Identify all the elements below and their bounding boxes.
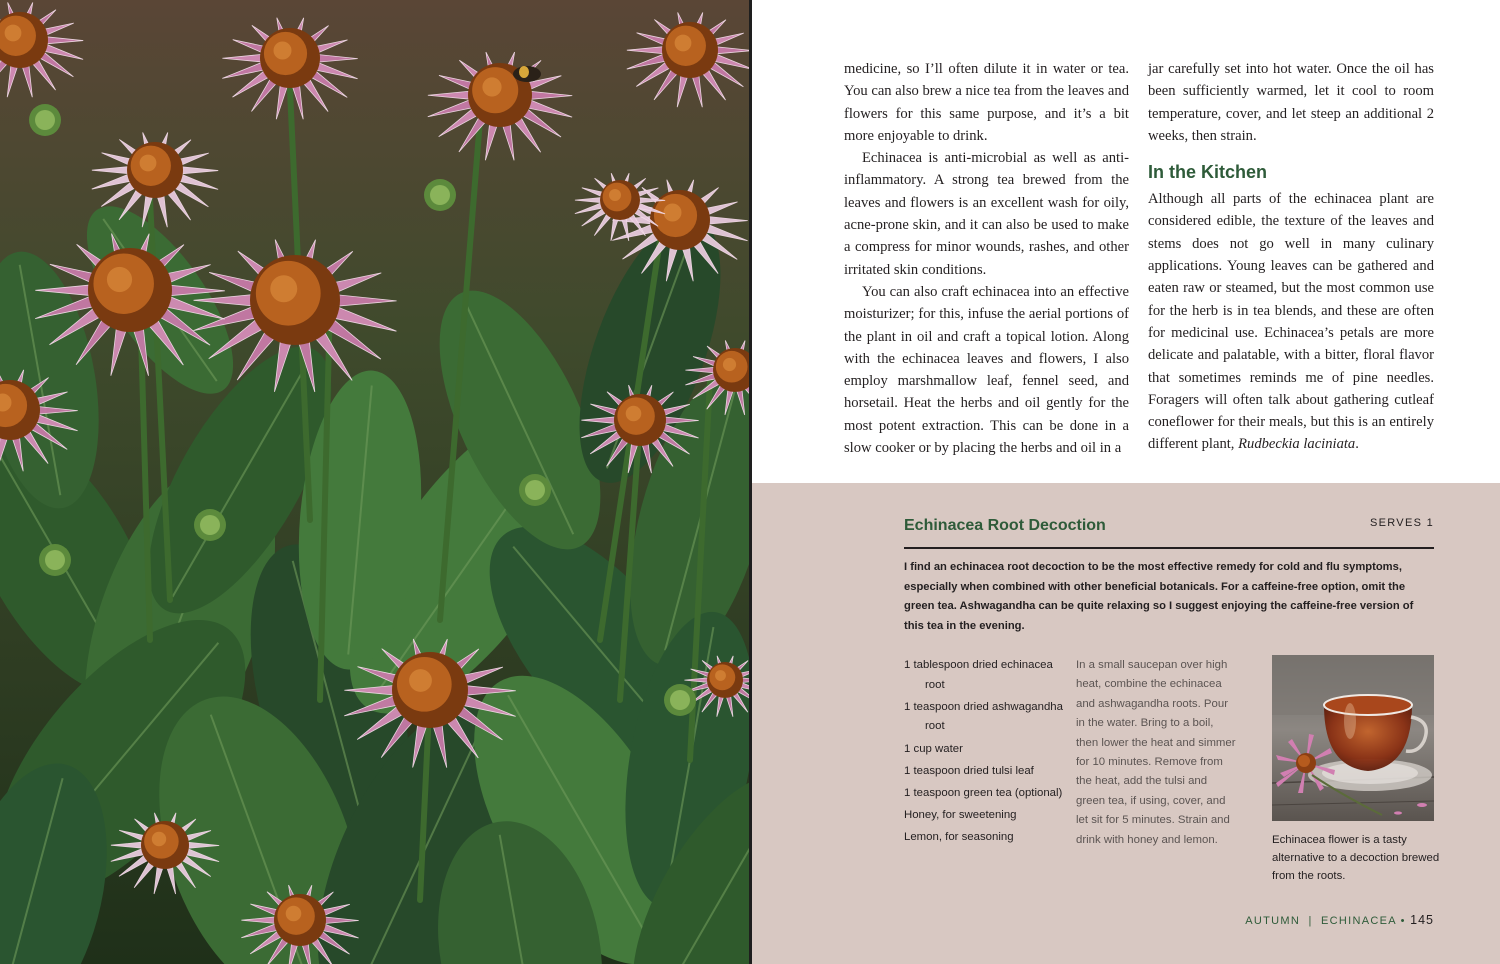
section-heading: In the Kitchen [1148, 162, 1268, 183]
footer-chapter: ECHINACEA [1320, 915, 1397, 927]
recipe-divider [904, 547, 1434, 549]
footer-bullet: • [1400, 915, 1406, 927]
tea-cup-illustration [1272, 655, 1434, 821]
footer-separator: | [1308, 915, 1313, 927]
tea-cup-photo [1272, 655, 1434, 821]
body-column-right [1148, 58, 1434, 456]
body-paragraph: medicine, so I’ll often dilute it in water or tea. You can also brew a nice tea from the leaves and flowers for this same purpose, and it’s a bit more enjoyable to drink. [844, 61, 1129, 144]
kitchen-paragraph [1148, 188, 1434, 456]
recipe-title: Echinacea Root Decoction [904, 517, 1106, 534]
kitchen-end: . [1355, 436, 1359, 453]
recipe-intro: I find an echinacea root decoction to be the most effective remedy for cold and flu symptoms, especially when combined with other beneficial botanicals. For a caffeine-free option, omit the green tea. Ashwagandha can be quite relaxing so I suggest enjoying the caffeine-free version of this tea in the evening. [904, 561, 1414, 632]
body-paragraph: Echinacea is anti-microbial as well as anti-inflammatory. A strong tea brewed from the leaves and flowers is an excellent wash for oily, acne-prone skin, and it can also be used to make a compress for minor wounds, rashes, and other irritated skin conditions. [844, 150, 1129, 278]
ingredient-item: Lemon, for seasoning [904, 831, 1014, 844]
ingredient-item: Honey, for sweetening [904, 809, 1017, 822]
ingredient-item: 1 tablespoon dried echinacea root [904, 659, 1053, 691]
ingredient-item: 1 teaspoon dried ashwagandha root [904, 700, 1063, 733]
serves-label: SERVES 1 [1369, 517, 1434, 529]
page-footer [1245, 913, 1434, 927]
ingredient-item: 1 teaspoon dried tulsi leaf [904, 764, 1034, 777]
latin-name: Rudbeckia laciniata [1238, 436, 1356, 453]
body-paragraph: You can also craft echinacea into an effective moisturizer; for this, infuse the aerial portions of the plant in oil and craft a topical lotion. Along with the echinacea leaves and flowers, I also employ marshmallow leaf, fennel seed, and horsetail. Heat the herbs and oil gently for the most potent extraction. This can be done in a slow cooker or by placing the herbs and oil in a [844, 283, 1129, 457]
page-number: 145 [1410, 913, 1434, 927]
ingredient-item: 1 cup water [904, 742, 963, 755]
kitchen-text: Although all parts of the echinacea plant are considered edible, the texture of the leaves and stems does not go well in many culinary applications. Young leaves can be gathered and eaten raw or steamed, but the most common use for the herb is in tea blends, and these are often for medicinal use. Echinacea’s petals are more delicate and palatable, with a bitter, floral flavor that sometimes reminds me of pine needles. Foragers will often talk about gathering cutleaf coneflower for their meals, but this is an entirely different plant, [1148, 191, 1434, 453]
body-paragraph: jar carefully set into hot water. Once the oil has been sufficiently warmed, let it cool to room temperature, cover, and let steep an additional 2 weeks, then strain. [1148, 61, 1434, 144]
recipe-box [752, 483, 1500, 964]
footer-section: AUTUMN [1245, 915, 1301, 927]
ingredient-item: 1 teaspoon green tea (optional) [904, 786, 1063, 799]
photo-caption: Echinacea flower is a tasty alternative to a decoction brewed from the roots. [1272, 834, 1440, 882]
recipe-directions: In a small saucepan over high heat, combine the echinacea and ashwagandha roots. Pour in the water. Bring to a boil, then lower the heat and simmer for 10 minutes. Remove from the heat, add the tulsi and green tea, if using, cover, and let sit for 5 minutes. Strain and drink with honey and lemon. [1076, 659, 1236, 846]
body-column-left [844, 58, 1129, 459]
ingredient-list [904, 656, 1064, 851]
